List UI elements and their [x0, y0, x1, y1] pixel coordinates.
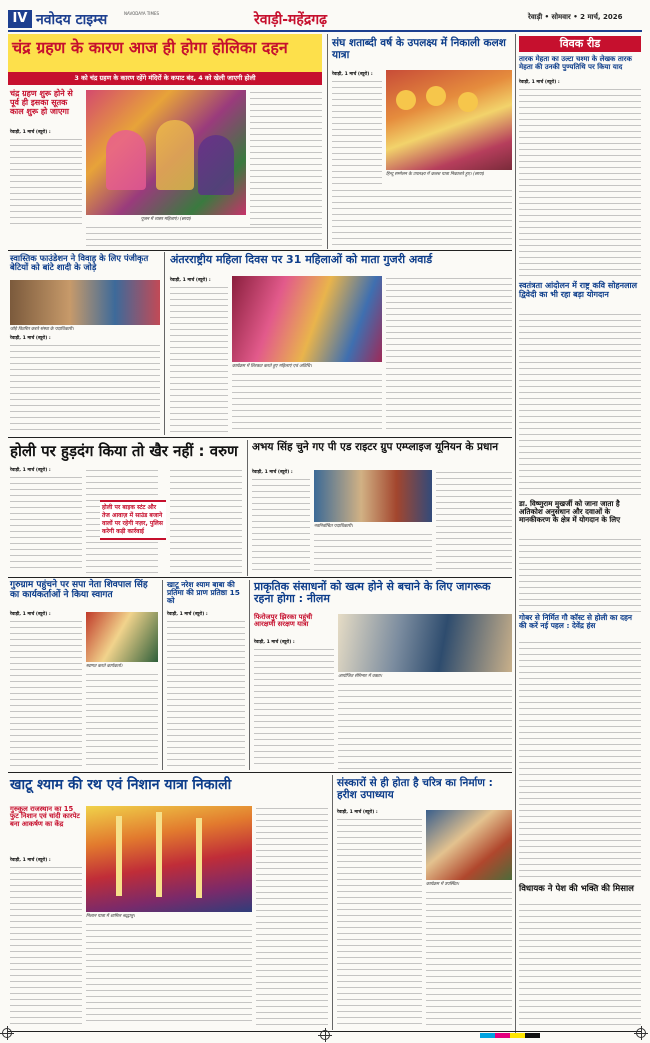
womens-day-caption: कार्यक्रम में शिरकत करते हुए महिलाएं एवं अतिथि।: [232, 364, 312, 369]
abhay-caption: नवनिर्वाचित पदाधिकारी।: [314, 524, 353, 529]
col-divider-3: [164, 252, 165, 435]
holi-body-1: [10, 475, 82, 573]
col-divider-5: [162, 580, 163, 770]
abhay-byline: रेवाड़ी, 1 मार्च (ब्यूरो) :: [252, 470, 293, 475]
vivek-headline: तारक मेहता का उल्टा चश्मा के लेखक तारक मेहता की उनकी पुण्यतिथि पर किया याद: [519, 55, 632, 71]
prakritik-photo: [338, 614, 512, 672]
gurugram-byline: रेवाड़ी, 1 मार्च (ब्यूरो) :: [10, 612, 51, 617]
holi-headline: होली पर हुड़दंग किया तो खैर नहीं : वरुण: [10, 442, 238, 460]
gurugram-headline: गुरुग्राम पहुंचने पर सपा नेता शिवपाल सिंह का कार्यकर्ताओं ने किया स्वागत: [10, 580, 148, 600]
vivek-head4: गोबर से निर्मित गौ कॉस्ट से होली का दहन की करें नई पहल : देवेंद्र हंस: [519, 613, 633, 631]
sangh-body-col1: [332, 79, 382, 184]
color-bar: [480, 1033, 540, 1038]
gurugram-body-1: [10, 619, 82, 769]
sangh-byline: रेवाड़ी, 1 मार्च (ब्यूरो) :: [332, 72, 373, 77]
gurugram-caption: स्वागत करते कार्यकर्ता।: [86, 664, 123, 669]
sangh-photo-caption: हिन्दू सम्मेलन के उपलक्ष्य में कलश यात्रा निकालते हुए। (छाया): [386, 172, 485, 177]
swastik-body: [10, 343, 160, 433]
abhay-body-2: [314, 532, 432, 573]
vivek-body-4: [519, 640, 641, 880]
gurugram-photo: [86, 612, 158, 662]
abhay-body-3: [436, 470, 512, 573]
khatu-body-1: [10, 865, 82, 1025]
col-divider-1: [327, 34, 328, 249]
swastik-byline: रेवाड़ी, 1 मार्च (ब्यूरो) :: [10, 336, 51, 341]
khatu-caption: निशान यात्रा में शामिल श्रद्धालु।: [86, 914, 135, 919]
band-rule-1: [8, 250, 512, 251]
lead-body-col3: [86, 225, 322, 247]
prakritik-byline: रेवाड़ी, 1 मार्च (ब्यूरो) :: [254, 640, 295, 645]
registration-mark-right-icon: [636, 1028, 646, 1038]
lead-body-col1: [10, 137, 82, 225]
womens-day-body-2: [232, 372, 382, 433]
swastik-caption: जोड़े वितरित करते संस्था के पदाधिकारी।: [10, 327, 74, 332]
band-rule-2: [8, 437, 512, 438]
vivek-body-5: [519, 902, 641, 1027]
abhay-headline: अभय सिंह चुने गए पी एड राइटर ग्रुप एम्प्लाइज यूनियन के प्रधान: [252, 441, 499, 453]
vivek-body-3: [519, 537, 641, 612]
lead-byline: रेवाड़ी, 1 मार्च (ब्यूरो) :: [10, 130, 51, 135]
prakritik-body-2: [338, 682, 512, 769]
col-divider-2: [515, 34, 516, 1034]
vivek-head2: स्वतंत्रता आंदोलन में राष्ट्र कवि सोहनलाल द्विवेदी का भी रहा बड़ा योगदान: [519, 281, 638, 299]
prakritik-caption: आयोजित सेमिनार में वक्ता।: [338, 674, 383, 679]
band-rule-3: [8, 577, 512, 578]
vivek-byline: रेवाड़ी, 1 मार्च (ब्यूरो) :: [519, 80, 560, 85]
vivek-head5: विधायक ने पेश की भक्ति की मिसाल: [519, 884, 634, 894]
prakritik-headline: प्राकृतिक संसाधनों को खत्म होने से बचाने के लिए जागरूक रहना होगा : नीलम: [254, 580, 491, 606]
womens-day-photo: [232, 276, 382, 362]
khatu-photo: [86, 806, 252, 912]
sanskar-photo: [426, 810, 512, 880]
sanskar-byline: रेवाड़ी, 1 मार्च (ब्यूरो) :: [337, 810, 378, 815]
khatu-body-2: [86, 922, 252, 1025]
page-number-badge: IV: [8, 10, 32, 28]
sangh-photo: [386, 70, 512, 170]
sanskar-headline: संस्कारों से ही होता है चरित्र का निर्माण : हरीश उपाध्याय: [337, 777, 493, 801]
dateline: रेवाड़ी • सोमवार • 2 मार्च, 2026: [528, 13, 623, 21]
womens-day-byline: रेवाड़ी, 1 मार्च (ब्यूरो) :: [170, 278, 211, 283]
section-title: रेवाड़ी-महेंद्रगढ़: [254, 12, 328, 28]
registration-mark-center-icon: [320, 1030, 330, 1040]
masthead-tagline: NAVODAYA TIMES: [124, 11, 160, 16]
prakritik-side-head: फिरोजपुर झिरका पहुंची आरक्षणी सरक्षण यात्रा: [254, 613, 313, 629]
sanskar-body-1: [337, 817, 422, 1025]
khatu-headline: खाटू श्याम की रथ एवं निशान यात्रा निकाली: [10, 777, 232, 793]
sanskar-body-2: [426, 890, 512, 1025]
swastik-headline: स्वास्तिक फाउंडेशन ने विवाह के लिए पंजीकृत बेटियों को बांटे शादी के जोड़े: [10, 253, 149, 273]
band-rule-4: [8, 772, 512, 773]
masthead-paper-name: नवोदय टाइम्स: [36, 12, 108, 28]
khatu-body-3: [256, 806, 328, 1025]
prakritik-body-1: [254, 647, 334, 769]
khatu-byline: रेवाड़ी, 1 मार्च (ब्यूरो) :: [10, 858, 51, 863]
lead-photo-caption: पूजन में व्यस्त महिलाएं। (छाया): [140, 217, 192, 222]
khatu-side-head: गुरुकुल राजस्थान का 15 फुट निशान एवं चांदी कारपेट बना आकर्षण का केंद्र: [10, 805, 80, 828]
holi-body-3: [170, 468, 242, 573]
vivek-title: विवक रीड: [519, 36, 641, 52]
lead-photo: [86, 90, 246, 215]
lead-subhead: 3 को चंद्र ग्रहण के कारण रहेंगे मंदिरों के कपाट बंद, 4 को खेली जाएगी होली: [8, 72, 322, 85]
lead-side-head: चंद्र ग्रहण शुरू होने से पूर्व ही इसका सूतक काल शुरू हो जाएगा: [10, 89, 73, 116]
gurugram-body-2: [86, 672, 158, 769]
sanskar-caption: कार्यक्रम में उपस्थित।: [426, 882, 460, 887]
masthead-rule: [8, 30, 642, 32]
lead-headline: चंद्र ग्रहण के कारण आज ही होगा होलिका दहन: [12, 38, 288, 57]
lead-body-col2: [250, 90, 322, 225]
abhay-photo: [314, 470, 432, 522]
khatu-short-headline: खाटू नरेश श्याम बाबा की प्रतिमा की प्राण प्रतिष्ठा 15 को: [167, 580, 240, 606]
vivek-head3: डा. विष्णुराम मुखर्जी को जाना जाता है अतिकोश अनुसंधान और दवाओं के मानकीकरण के क्षेत्र में योगदान के लिए: [519, 499, 621, 524]
col-divider-4: [247, 440, 248, 576]
col-divider-7: [332, 775, 333, 1030]
sangh-body-col2: [332, 188, 512, 248]
vivek-body-1: [519, 87, 641, 279]
holi-pullquote: होली पर बाइक स्टंट और तेज आवाज़ में साउंड बजाने वालों पर रहेगी नज़र, पुलिस करेगी कड़ी कार्रवाई: [100, 500, 166, 540]
swastik-photo: [10, 280, 160, 325]
womens-day-body-1: [170, 285, 228, 433]
sangh-headline: संघ शताब्दी वर्ष के उपलक्ष्य में निकाली कलश यात्रा: [332, 37, 506, 61]
womens-day-headline: अंतरराष्ट्रीय महिला दिवस पर 31 महिलाओं को माता गुजरी अवार्ड: [170, 253, 433, 266]
registration-mark-left-icon: [2, 1028, 12, 1038]
womens-day-body-3: [386, 276, 512, 433]
col-divider-6: [249, 580, 250, 770]
abhay-body-1: [252, 477, 310, 573]
holi-byline: रेवाड़ी, 1 मार्च (ब्यूरो) :: [10, 468, 51, 473]
khatu-short-body: [167, 619, 245, 769]
khatu-short-byline: रेवाड़ी, 1 मार्च (ब्यूरो) :: [167, 612, 208, 617]
vivek-body-2: [519, 312, 641, 497]
